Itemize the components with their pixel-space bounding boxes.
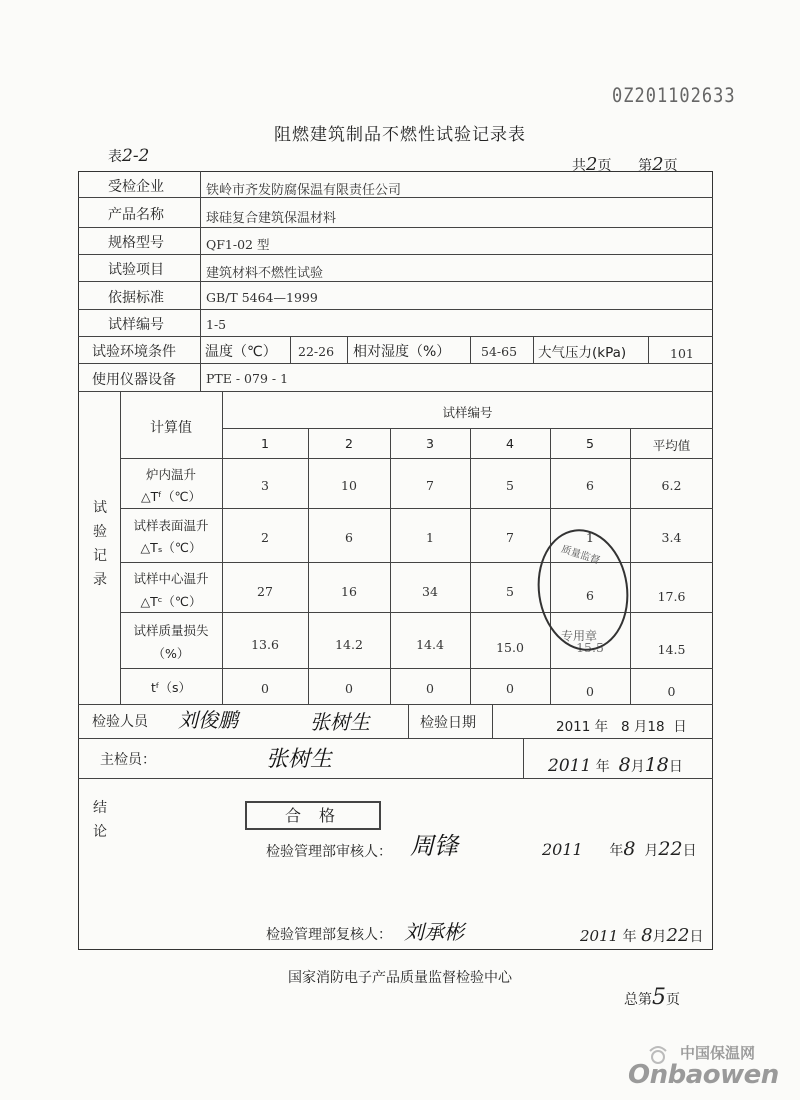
document-number: 0Z201102633 [612,84,736,108]
inspector-signature-1: 刘俊鹏 [178,708,238,732]
inspection-date [556,715,687,735]
standard-label: 依据标准 [108,290,164,306]
table-cell: 0 [506,681,514,696]
recheck-date-year: 2011 [580,927,619,945]
table-cell: 13.6 [251,637,279,652]
table-cell: 2 [261,530,269,545]
chief-date-day: 18 [644,754,669,776]
result-pass-box: 合格 [245,801,381,830]
table-cell: 0 [426,681,434,696]
chief-date-ri: 日 [668,759,683,775]
recheck-date-ri: 日 [689,929,704,945]
col-header: 2 [345,436,353,451]
table-prefix: 表 [108,149,122,165]
temperature-value: 22-26 [298,344,335,359]
date-year: 2011 [556,719,591,735]
row-divider [78,227,713,228]
sample-number-header: 试样编号 [442,405,493,420]
humidity-label: 相对湿度（%） [353,344,451,360]
company-value: 铁岭市齐发防腐保温有限责任公司 [206,183,402,198]
table-cell: 3.4 [661,530,682,545]
col-header: 1 [261,436,269,451]
chief-date-year: 2011 [548,756,592,776]
total-page-prefix: 总第 [624,992,652,1008]
date-ri: 日 [673,719,687,735]
table-cell: 17.6 [657,589,686,604]
row-divider [78,363,713,364]
col-divider [492,704,493,738]
row-sublabel: △Tᶠ（℃） [141,489,201,504]
humidity-value: 54-65 [481,344,518,359]
product-name-label: 产品名称 [108,207,164,223]
chief-date [548,754,683,776]
recheck-date-nian: 年 [622,929,637,945]
issuing-center: 国家消防电子产品质量监督检验中心 [288,970,512,986]
table-cell: 1 [426,530,434,545]
pages-di: 第 [638,158,653,174]
review-date-year: 2011 [542,840,583,859]
recheck-label: 检验管理部复核人： [266,927,392,943]
row-label: 试样表面温升 [133,518,209,533]
table-cell: 16 [341,584,357,599]
col-divider [290,336,291,363]
col-header: 5 [586,436,594,451]
row-divider [120,458,713,459]
col-divider [523,738,524,778]
standard-value: GB/T 5464—1999 [206,290,318,305]
table-cell: 14.2 [335,637,363,652]
date-yue: 月 [633,719,648,735]
row-divider [222,428,713,429]
row-divider [120,668,713,669]
calc-value-header: 计算值 [150,420,192,436]
review-date-day: 22 [658,838,683,860]
row-divider [120,508,713,509]
table-cell: 6 [586,588,594,603]
date-nian: 年 [594,719,609,735]
date-day: 18 [647,719,665,735]
recheck-date-day: 22 [666,925,690,946]
pressure-label: 大气压力(kPa) [538,345,627,361]
col-divider [308,428,309,704]
inspector-signature-2: 张树生 [310,710,370,734]
table-cell: 3 [261,478,269,493]
chief-inspector-signature: 张树生 [266,747,333,772]
col-header: 4 [506,436,514,451]
row-label: 试样中心温升 [133,571,209,586]
test-item-value: 建筑材料不燃性试验 [206,266,324,281]
inspection-date-label: 检验日期 [420,715,476,731]
row-sublabel: （%） [152,646,190,661]
table-cell: 27 [257,584,273,599]
table-cell: 5 [506,478,514,493]
review-date-yue: 月 [644,843,659,859]
recheck-date-yue: 月 [652,929,667,945]
table-cell: 1 [586,530,594,545]
row-sublabel: △Tₛ（℃） [140,540,202,555]
row-divider [78,254,713,255]
col-divider [630,428,631,704]
row-divider [78,778,713,779]
record-side-label: 试验记录 [93,500,107,588]
row-divider [78,336,713,337]
table-cell: 0 [586,684,594,699]
col-divider [390,428,391,704]
table-cell: 7 [506,530,514,545]
table-cell: 34 [422,584,438,599]
environment-label: 试验环境条件 [92,344,176,360]
table-number-value: 2-2 [122,146,150,166]
table-cell: 10 [341,478,357,493]
col-divider [533,336,534,363]
row-divider [78,738,713,739]
reviewer-signature: 周锋 [410,832,458,860]
seal-text-bottom: 专用章 [561,629,598,643]
row-label: 试样质量损失 [133,623,209,638]
review-date [542,838,697,860]
table-cell: 0 [261,681,269,696]
row-divider [78,309,713,310]
col-divider [408,704,409,738]
col-header: 3 [426,436,434,451]
review-date-ri: 日 [682,843,697,859]
page-title: 阻燃建筑制品不燃性试验记录表 [274,125,526,145]
chief-date-nian: 年 [595,759,610,775]
row-divider [78,391,713,392]
table-cell: 0 [667,684,676,699]
pressure-value: 101 [670,346,694,361]
table-cell: 7 [426,478,434,493]
recheck-date-month: 8 [641,925,653,946]
instrument-value: PTE - 079 - 1 [206,371,289,386]
pages-current: 2 [652,154,664,175]
col-divider [200,171,201,391]
product-name-value: 球硅复合建筑保温材料 [206,211,337,226]
sample-no-value: 1-5 [206,317,227,332]
instrument-label: 使用仪器设备 [92,372,176,388]
pages-ye2: 页 [663,158,678,174]
review-label: 检验管理部审核人： [266,844,392,860]
test-item-label: 试验项目 [108,262,164,278]
review-date-month: 8 [623,838,636,860]
col-divider [470,428,471,704]
chief-inspector-label: 主检员： [100,752,156,768]
pages-total: 2 [586,154,598,175]
total-page-suffix: 页 [666,992,680,1008]
chief-date-month: 8 [618,754,631,776]
temperature-label: 温度（℃） [205,344,277,360]
pages-gong: 共 [572,158,586,174]
recheck-date [580,925,703,946]
col-divider [347,336,348,363]
review-date-nian: 年 [609,843,624,859]
table-cell: 6 [586,478,594,493]
model-value: QF1-02 型 [206,237,270,252]
table-cell: 15.0 [496,640,524,655]
row-divider [78,704,713,705]
table-cell: 14.5 [657,642,686,657]
model-label: 规格型号 [108,235,164,251]
watermark-cn: 中国保温网 [680,1044,756,1062]
table-cell: 5 [506,584,514,599]
col-header: 平均值 [652,438,691,453]
table-cell: 6 [345,530,353,545]
row-label: tᶠ（s） [150,680,192,695]
conclusion-label: 结论 [93,800,107,840]
table-cell: 0 [345,681,353,696]
row-sublabel: △Tᶜ（℃） [140,594,202,609]
chief-date-yue: 月 [630,759,645,775]
total-page [624,985,680,1010]
seal-text-top: 质量监督 [559,543,602,567]
row-divider [78,281,713,282]
inspectors-label: 检验人员 [92,714,148,730]
table-cell: 14.4 [416,637,444,652]
table-cell: 6.2 [661,478,682,493]
table-number [108,146,149,166]
rechecker-signature: 刘承彬 [404,920,464,944]
row-label: 炉内温升 [145,467,196,482]
company-label: 受检企业 [108,179,164,195]
col-divider [648,336,649,363]
pages-ye1: 页 [597,158,612,174]
col-divider [470,336,471,363]
date-month: 8 [621,719,630,735]
watermark-en: Onbaowen [628,1060,779,1090]
total-page-number: 5 [652,985,666,1010]
table-cell: 15.5 [576,640,604,655]
sample-no-label: 试样编号 [108,317,164,333]
row-divider [120,562,713,563]
